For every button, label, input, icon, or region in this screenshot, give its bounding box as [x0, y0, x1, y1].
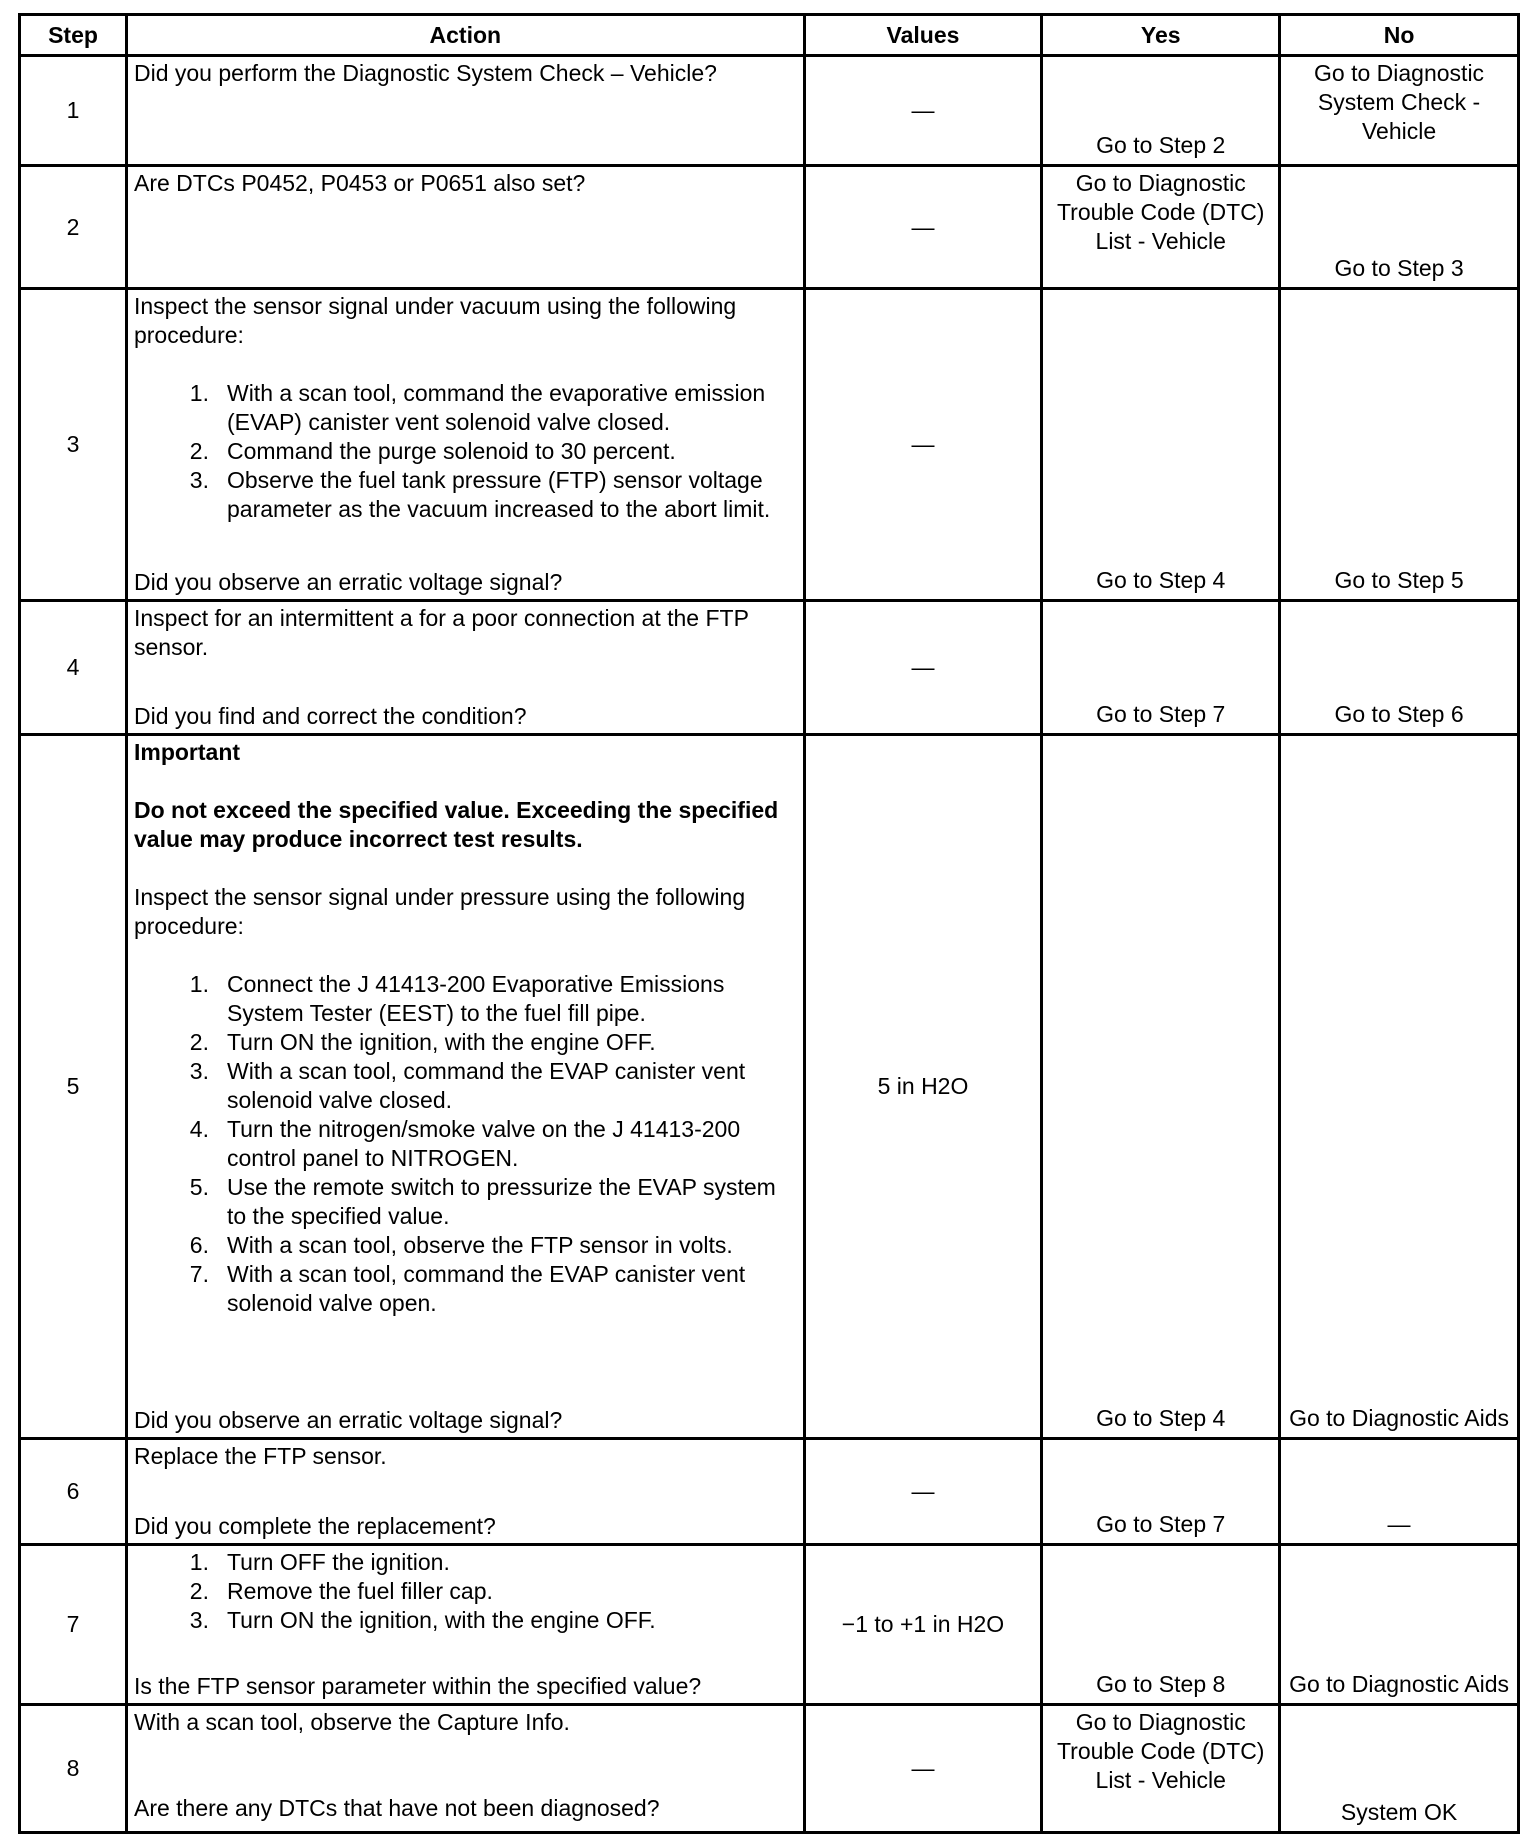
action-cell — [126, 1544, 804, 1704]
value-cell: — — [804, 1704, 1042, 1832]
list-item: 4. Turn the nitrogen/smoke valve on the J 41413-200 control panel to NITROGEN. — [189, 1115, 741, 1171]
list-item: 7. With a scan tool, command the EVAP canister vent solenoid valve open. — [189, 1260, 746, 1316]
header-yes: Yes — [1042, 15, 1280, 56]
yes-cell: Go to Diagnostic Trouble Code (DTC) List - Vehicle — [1042, 165, 1280, 289]
action-intro: Inspect the sensor signal under pressure using the following procedure: — [133, 883, 746, 939]
header-values: Values — [804, 15, 1042, 56]
list-item: 1. With a scan tool, command the evaporative emission (EVAP) canister vent solenoid valve closed. — [189, 380, 766, 436]
no-cell: Go to Step 6 — [1280, 600, 1519, 734]
step-number: 2 — [20, 165, 127, 289]
value-cell: −1 to +1 in H2O — [804, 1544, 1042, 1704]
table-row — [20, 165, 1519, 289]
yes-cell: Go to Step 4 — [1042, 289, 1280, 600]
action-question: Did you perform the Diagnostic System Check – Vehicle? — [133, 60, 717, 86]
procedure-list — [134, 970, 797, 1318]
action-cell — [126, 1704, 804, 1832]
action-intro: Replace the FTP sensor. — [133, 1443, 387, 1470]
table-row — [20, 1544, 1519, 1704]
action-cell — [126, 1439, 804, 1544]
no-cell: Go to Diagnostic Aids — [1280, 734, 1519, 1439]
important-warning: Do not exceed the specified value. Exceeding the specified value may produce incorrect test results. — [133, 796, 779, 852]
list-item: 1. Turn OFF the ignition. — [189, 1548, 450, 1575]
action-question: Is the FTP sensor parameter within the specified value? — [133, 1672, 702, 1699]
action-cell — [126, 289, 804, 600]
list-item: 2. Command the purge solenoid to 30 percent. — [189, 438, 676, 465]
step-number: 8 — [20, 1704, 127, 1832]
list-item: 1. Connect the J 41413-200 Evaporative Emissions System Tester (EEST) to the fuel fill pipe. — [189, 970, 725, 1026]
yes-cell: Go to Step 2 — [1042, 56, 1280, 166]
table-row — [20, 1439, 1519, 1544]
action-question: Are DTCs P0452, P0453 or P0651 also set? — [133, 169, 586, 196]
step-number: 7 — [20, 1544, 127, 1704]
step-number: 3 — [20, 289, 127, 600]
action-question: Did you complete the replacement? — [133, 1512, 496, 1539]
list-item: 3. Observe the fuel tank pressure (FTP) sensor voltage parameter as the vacuum increased to the abort limit. — [189, 467, 771, 523]
diagnostic-table — [18, 13, 1520, 1834]
no-cell: Go to Diagnostic System Check - Vehicle — [1280, 56, 1519, 166]
step-number: 1 — [20, 56, 127, 166]
value-cell: — — [804, 165, 1042, 289]
action-intro: Inspect the sensor signal under vacuum using the following procedure: — [133, 293, 737, 349]
value-cell: — — [804, 56, 1042, 166]
action-intro: With a scan tool, observe the Capture Info. — [133, 1708, 570, 1735]
yes-cell: Go to Step 8 — [1042, 1544, 1280, 1704]
action-cell — [126, 734, 804, 1439]
yes-cell: Go to Diagnostic Trouble Code (DTC) List - Vehicle — [1042, 1704, 1280, 1832]
list-item: 6. With a scan tool, observe the FTP sensor in volts. — [189, 1231, 733, 1258]
list-item: 3. Turn ON the ignition, with the engine OFF. — [189, 1606, 656, 1633]
list-item: 2. Remove the fuel filler cap. — [189, 1577, 493, 1604]
table-row — [20, 734, 1519, 1439]
no-cell: — — [1280, 1439, 1519, 1544]
action-question: Are there any DTCs that have not been diagnosed? — [133, 1795, 660, 1821]
header-action: Action — [126, 15, 804, 56]
important-label: Important — [133, 738, 241, 765]
value-cell: 5 in H2O — [804, 734, 1042, 1439]
value-cell: — — [804, 600, 1042, 734]
value-cell: — — [804, 289, 1042, 600]
action-cell — [126, 600, 804, 734]
action-cell — [126, 165, 804, 289]
header-step: Step — [20, 15, 127, 56]
no-cell: Go to Step 3 — [1280, 165, 1519, 289]
no-cell: Go to Step 5 — [1280, 289, 1519, 600]
table-row — [20, 289, 1519, 600]
table-row — [20, 1704, 1519, 1832]
action-cell — [126, 56, 804, 166]
yes-cell: Go to Step 7 — [1042, 1439, 1280, 1544]
procedure-list — [134, 1548, 797, 1635]
step-number: 4 — [20, 600, 127, 734]
action-question: Did you observe an erratic voltage signal? — [133, 1407, 563, 1434]
header-no: No — [1280, 15, 1519, 56]
no-cell: System OK — [1280, 1704, 1519, 1832]
value-cell: — — [804, 1439, 1042, 1544]
action-question: Did you find and correct the condition? — [133, 702, 527, 729]
procedure-list — [134, 379, 797, 524]
action-question: Did you observe an erratic voltage signal? — [133, 568, 563, 595]
yes-cell: Go to Step 7 — [1042, 600, 1280, 734]
no-cell: Go to Diagnostic Aids — [1280, 1544, 1519, 1704]
table-row — [20, 56, 1519, 166]
yes-cell: Go to Step 4 — [1042, 734, 1280, 1439]
step-number: 5 — [20, 734, 127, 1439]
table-row — [20, 600, 1519, 734]
action-intro: Inspect for an intermittent a for a poor connection at the FTP sensor. — [133, 604, 749, 660]
header-row — [20, 15, 1519, 56]
step-number: 6 — [20, 1439, 127, 1544]
list-item: 5. Use the remote switch to pressurize the EVAP system to the specified value. — [189, 1173, 776, 1229]
list-item: 3. With a scan tool, command the EVAP canister vent solenoid valve closed. — [189, 1057, 746, 1113]
list-item: 2. Turn ON the ignition, with the engine OFF. — [189, 1028, 656, 1055]
